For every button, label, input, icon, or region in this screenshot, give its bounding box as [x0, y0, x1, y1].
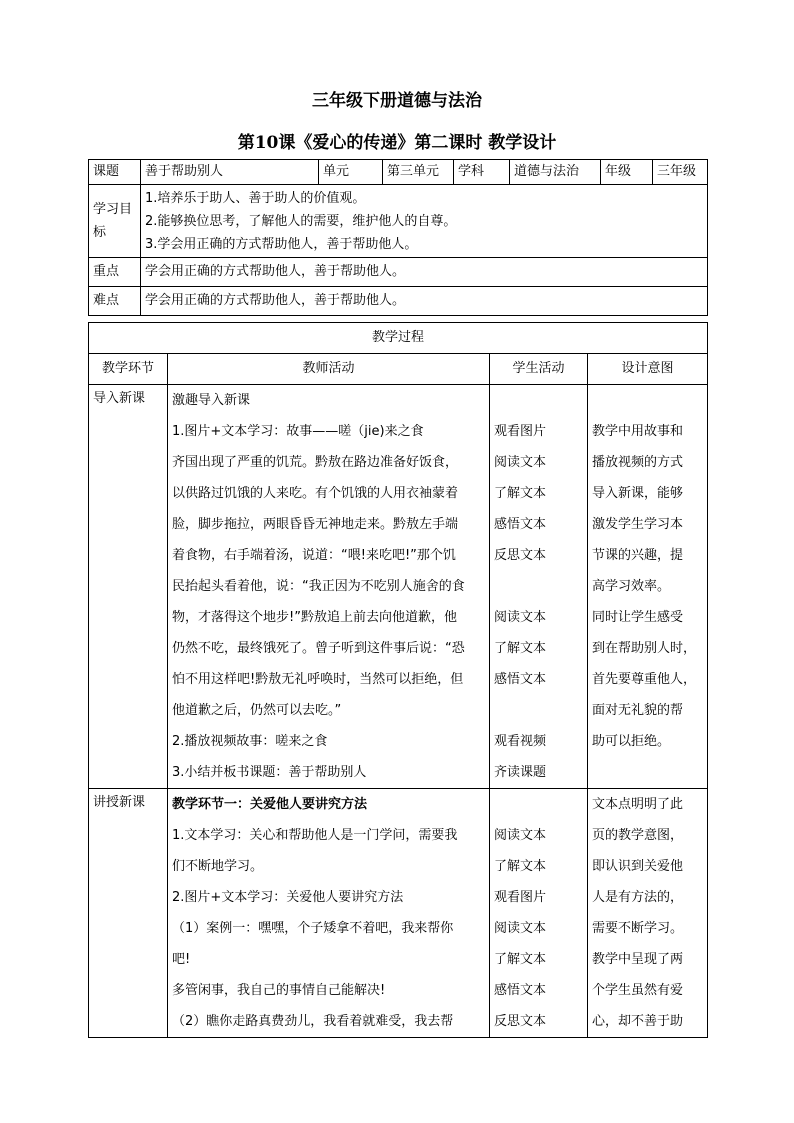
student-line [494, 789, 583, 820]
intent-line: 激发学生学习本 [592, 517, 684, 532]
student-line: 了解文本 [494, 486, 547, 501]
topic-value: 善于帮助别人 [141, 160, 319, 185]
teacher-line: 齐国出现了严重的饥荒。黔敖在路边准备好饭食， [172, 455, 459, 470]
intent-line: 面对无礼貌的帮 [592, 703, 684, 718]
col-intent: 设计意图 [588, 354, 708, 385]
subject-label: 学科 [454, 160, 510, 185]
student-line: 了解文本 [494, 952, 547, 967]
teacher-line: 1.文本学习：关心和帮助他人是一门学问，需要我 [172, 828, 458, 843]
intent-line [592, 385, 703, 416]
student-line: 阅读文本 [494, 455, 547, 470]
teacher-line: 物，才落得这个地步!”黔敖追上前去向他道歉，他 [172, 610, 457, 625]
lesson-subtitle: 第10课《爱心的传递》第二课时 教学设计 [237, 133, 557, 153]
student-line: 齐读课题 [494, 765, 547, 780]
student-activity-intro [490, 385, 588, 789]
student-line [494, 695, 583, 726]
student-line: 感悟文本 [494, 672, 547, 687]
student-line: 反思文本 [494, 548, 547, 563]
grade-label: 年级 [601, 160, 653, 185]
intent-line: 高学习效率。 [592, 579, 671, 594]
unit-value: 第三单元 [383, 160, 454, 185]
grade-value: 三年级 [653, 160, 708, 185]
student-line: 观看视频 [494, 734, 547, 749]
student-line: 观看图片 [494, 890, 547, 905]
design-intent-intro [588, 385, 708, 789]
student-line [494, 571, 583, 602]
stage-intro: 导入新课 [89, 385, 168, 789]
design-intent-new-lesson [588, 789, 708, 1038]
teacher-line: 多管闲事，我自己的事情自己能解决! [172, 983, 386, 998]
teacher-line: 教学环节一：关爱他人要讲究方法 [172, 797, 368, 812]
intent-line: 即认识到关爱他 [592, 859, 684, 874]
student-line: 感悟文本 [494, 983, 547, 998]
teacher-line: 怕不用这样吧!黔敖无礼呼唤时，当然可以拒绝，但 [172, 672, 464, 687]
teacher-line: 以供路过饥饿的人来吃。有个饥饿的人用衣袖蒙着 [172, 486, 459, 501]
key-value: 学会用正确的方式帮助他人，善于帮助他人。 [141, 258, 708, 287]
intent-line: 教学中用故事和 [592, 424, 684, 439]
subject-value: 道德与法治 [510, 160, 601, 185]
teacher-line: 吧! [172, 952, 191, 967]
student-line: 反思文本 [494, 1014, 547, 1029]
col-student: 学生活动 [490, 354, 588, 385]
unit-label: 单元 [319, 160, 383, 185]
teacher-line: 1.图片+文本学习：故事——嗟（jie)来之食 [172, 424, 424, 439]
teacher-line: 激趣导入新课 [172, 393, 251, 408]
student-line: 感悟文本 [494, 517, 547, 532]
teacher-line: 2.图片+文本学习：关爱他人要讲究方法 [172, 890, 404, 905]
intent-line: 页的教学意图， [592, 828, 684, 843]
teacher-line: 3.小结并板书课题：善于帮助别人 [172, 765, 367, 780]
intent-line: 心，却不善于助 [592, 1014, 684, 1029]
goal-item: 3.学会用正确的方式帮助他人，善于帮助他人。 [145, 236, 418, 252]
student-line: 了解文本 [494, 641, 547, 656]
teacher-activity-intro [168, 385, 490, 789]
teacher-line: 他道歉之后，仍然可以去吃。” [172, 703, 342, 718]
stage-new-lesson: 讲授新课 [89, 789, 168, 1038]
teacher-activity-new-lesson [168, 789, 490, 1038]
info-table [88, 159, 708, 316]
student-line: 阅读文本 [494, 921, 547, 936]
teacher-line: 民抬起头看着他，说：“我正因为不吃别人施舍的食 [172, 579, 465, 594]
intent-line: 个学生虽然有爱 [592, 983, 684, 998]
goal-item: 1.培养乐于助人、善于助人的价值观。 [145, 190, 366, 206]
teacher-line: 们不断地学习。 [172, 859, 264, 874]
intent-line: 播放视频的方式 [592, 455, 684, 470]
intent-line: 到在帮助别人时， [592, 641, 697, 656]
intent-line: 助可以拒绝。 [592, 734, 671, 749]
student-line: 阅读文本 [494, 610, 547, 625]
topic-label: 课题 [89, 160, 141, 185]
intent-line: 需要不断学习。 [592, 921, 684, 936]
difficult-label: 难点 [89, 287, 141, 316]
intent-line: 人是有方法的， [592, 890, 684, 905]
intent-line: 首先要尊重他人， [592, 672, 697, 687]
student-line: 观看图片 [494, 424, 547, 439]
document-title: 三年级下册道德与法治 [312, 91, 482, 111]
difficult-value: 学会用正确的方式帮助他人，善于帮助他人。 [141, 287, 708, 316]
intent-line: 节课的兴趣，提 [592, 548, 684, 563]
teacher-line: （2）瞧你走路真费劲儿，我看着就难受，我去帮 [172, 1014, 454, 1029]
intent-line [592, 757, 703, 788]
goals-cell [141, 185, 708, 258]
process-table [88, 322, 708, 1038]
col-stage: 教学环节 [89, 354, 168, 385]
student-line: 了解文本 [494, 859, 547, 874]
teacher-line: （1）案例一：嘿嘿，个子矮拿不着吧，我来帮你 [172, 921, 454, 936]
goals-label: 学习目标 [89, 185, 141, 258]
teacher-line: 2.播放视频故事：嗟来之食 [172, 734, 328, 749]
student-line [494, 385, 583, 416]
goal-item: 2.能够换位思考，了解他人的需要，维护他人的自尊。 [145, 213, 457, 229]
process-header: 教学过程 [89, 323, 708, 354]
col-teacher: 教师活动 [168, 354, 490, 385]
teacher-line: 仍然不吃，最终饿死了。曾子听到这件事后说：“恐 [172, 641, 465, 656]
teacher-line: 脸，脚步拖拉，两眼昏昏无神地走来。黔敖左手端 [172, 517, 459, 532]
intent-line: 同时让学生感受 [592, 610, 684, 625]
intent-line: 导入新课，能够 [592, 486, 684, 501]
student-line: 阅读文本 [494, 828, 547, 843]
student-activity-new-lesson [490, 789, 588, 1038]
intent-line: 教学中呈现了两 [592, 952, 684, 967]
teacher-line: 着食物，右手端着汤，说道：“喂!来吃吧!”那个饥 [172, 548, 456, 563]
intent-line: 文本点明明了此 [592, 797, 684, 812]
key-label: 重点 [89, 258, 141, 287]
